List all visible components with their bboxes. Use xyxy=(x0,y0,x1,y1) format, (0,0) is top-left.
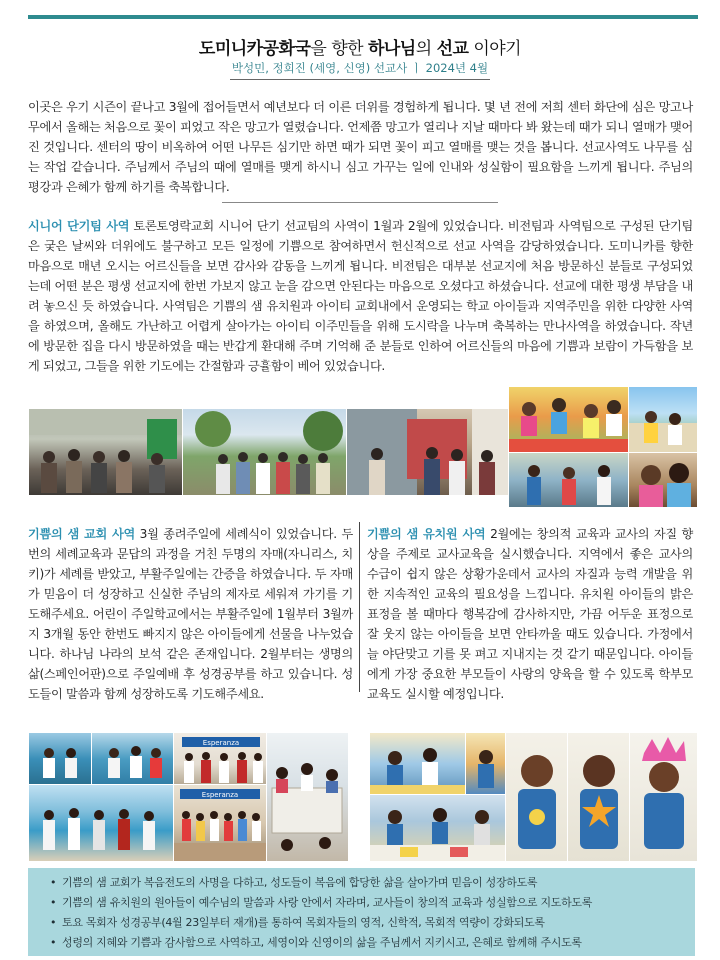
senior-team-body: 토론토영락교회 시니어 단기 선교팀의 사역이 1월과 2월에 있었습니다. 비전팀과 사역팀으로 구성된 단기팀은 궂은 날씨와 더위에도 불구하고 모든 일정에 기쁨으로 참여하면서 헌신적으로 선교 사역을 감당하였습니다. 도미니카를 향한 마음으로 매년 오시는 어르신들을 보면 감사와 감동을 느끼게 됩니다. 비전팀은 대부분 선교지에 처음 방문하신 분들로 구성되었는데 어떤 분은 평생 선교지에 한번 가보지 않고 눈을 감으면 안된다는 마음으로 오셨다고 하셨습니다. 선교에 대한 평생 부담을 내려 놓으신 듯 하였습니다. 사역팀은 기쁨의 샘 유치원과 아이티 교회내에서 운영되는 학교 아이들과 지역주민을 위한 다양한 사역을 하였으며, 올해도 가난하고 어렵게 살아가는 아이티 이주민들을 위해 도시락을 나누며 축복하는 만나사역을 하였습니다. 작년에 방문한 집을 다시 방문하였을 때는 반갑게 환대해 주며 기억해 준 분들로 인하여 어르신들의 마음에 기쁨과 보람이 가득함을 보게 되었고, 그들을 위한 기도에는 간절함과 긍휼함이 베어 있었습니다. xyxy=(28,219,693,373)
photo-house-visit-figures xyxy=(347,409,509,495)
photo-sunday-school-group xyxy=(173,784,268,862)
photo-face-painting-figures xyxy=(629,453,697,507)
photo-child-with-crown-figures xyxy=(630,733,697,861)
kindergarten-body: 2월에는 창의적 교육과 교사의 자질 향상을 주제로 교사교육을 실시했습니다. 지역에서 좋은 교사의 수급이 쉽지 않은 상황가운데서 교사의 자질과 능력 개발을 위한 지속적인 교육의 필요성을 느낍니다. 유치원 아이들의 밝은 표정을 볼 때마다 행복감에 감사하지만, 가끔 어두운 표정으로 잘 웃지 않는 아이들을 보면 안타까울 때도 있습니다. 가정에서 늘 야단맞고 기를 못 펴고 지내지는 것 같기 때문입니다. 아이들에게 가장 중요한 부모들이 사랑의 양육을 할 수 있도록 학부모 교육도 실시할 예정입니다. xyxy=(367,527,694,701)
photo-house-visit xyxy=(346,408,510,496)
column-divider xyxy=(359,522,360,692)
photo-kinder-tables xyxy=(465,732,507,796)
photo-baptism-sea-1-figures xyxy=(29,733,92,785)
photo-baptism-sea-2-figures xyxy=(92,733,174,785)
photo-kinder-classroom xyxy=(369,732,467,796)
prayer-list xyxy=(28,868,695,953)
photo-baptism-sea-2 xyxy=(91,732,175,786)
photo-kinder-tables-figures xyxy=(466,733,506,795)
photo-outdoor-group xyxy=(182,408,348,496)
photo-face-painting xyxy=(628,452,698,508)
photo-boy-with-sun-craft-figures xyxy=(506,733,568,861)
photo-classroom-activity xyxy=(508,452,630,508)
photo-child-with-crown xyxy=(629,732,698,862)
photo-baptism-shore xyxy=(28,784,175,862)
kindergarten-title: 기쁨의 샘 유치원 사역 xyxy=(367,527,486,541)
photo-kids-crafts-figures xyxy=(509,387,629,453)
page-subtitle: 박성민, 정희진 (세영, 신영) 선교사 ㅣ 2024년 4월 xyxy=(231,61,489,75)
photo-kids-crafts xyxy=(508,386,630,454)
photo-girl-with-star-craft-figures xyxy=(568,733,630,861)
kindergarten-section xyxy=(367,524,693,704)
photo-baptism-sea-1 xyxy=(28,732,93,786)
photo-church-gathering xyxy=(28,408,184,496)
senior-team-title: 시니어 단기팀 사역 xyxy=(28,219,130,233)
intro-divider xyxy=(222,202,498,203)
banner-text-1: Esperanza xyxy=(202,739,240,747)
prayer-requests-box xyxy=(28,868,695,956)
church-section xyxy=(28,524,353,704)
prayer-item: • 기쁨의 샘 유치원의 원아들이 예수님의 말씀과 사랑 안에서 자라며, 교사들이 창의적 교육과 성실함으로 지도하도록 xyxy=(50,893,695,913)
page-title: 도미니카공화국을 향한 하나님의 선교 이야기 xyxy=(198,39,522,59)
prayer-item: • 성령의 지혜와 기쁨과 감사함으로 사역하고, 세영이와 신영이의 삶을 주님께서 지키시고, 은혜로 함께해 주시도록 xyxy=(50,933,695,953)
prayer-item: • 토요 목회자 성경공부(4월 23일부터 재개)를 통하여 목회자들의 영적, 신학적, 목회적 역량이 강화되도록 xyxy=(50,913,695,933)
photo-kinder-crafts xyxy=(369,794,507,862)
prayer-item: • 기쁨의 샘 교회가 복음전도의 사명을 다하고, 성도들이 복음에 합당한 삶을 살아가며 믿음이 성장하도록 xyxy=(50,873,695,893)
photo-bible-study-figures xyxy=(267,733,348,861)
church-title: 기쁨의 샘 교회 사역 xyxy=(28,527,135,541)
intro-paragraph: 이곳은 우기 시즌이 끝나고 3월에 접어들면서 예년보다 더 이른 더위를 경험하게 됩니다. 몇 년 전에 저희 센터 화단에 심은 망고나무에서 올해는 처음으로 꽃이 피었고 작은 망고가 열렸습니다. 언제쯤 망고가 열리나 지날 때마다 봐 왔는데 때가 되니 열매가 맺어진 것입니다. 센터의 땅이 비옥하여 어떤 나무든 심기만 하면 때가 되면 꽃이 피고 열매를 맺는 것을 봅니다. 선교사역도 나무를 심는 작업 같습니다. 주님께서 주님의 때에 열매를 맺게 하시니 심고 가꾸는 일에 인내와 성실함이 필요함을 느끼게 됩니다. 주님의 평강과 은혜가 함께 하기를 축복합니다. xyxy=(28,100,693,194)
photo-kinder-crafts-figures xyxy=(370,795,506,861)
photo-easter-service xyxy=(173,732,268,786)
photo-easter-service-figures xyxy=(174,733,267,785)
photo-boy-with-sun-craft xyxy=(505,732,569,862)
photo-bible-study xyxy=(266,732,349,862)
photo-kinder-classroom-figures xyxy=(370,733,466,795)
photo-outdoor-group-figures xyxy=(183,409,347,495)
subtitle-underline xyxy=(230,79,490,80)
photo-kids-outdoor xyxy=(628,386,698,454)
church-body: 3월 종려주일에 세례식이 있었습니다. 두번의 세례교육과 문답의 과정을 거친 두명의 자매(자니리스, 치키)가 세례를 받았고, 부활주일에는 간증을 하였습니다. 두 자매가 믿음이 더 성장하고 신실한 주님의 제자로 세워져 가기를 기도해주세요. 어린이 주일학교에서는 부활주일에 1월부터 3월까지 3개월 동안 한번도 빠지지 않은 아이들에게 선물을 나누었습니다. 하나님 나라의 보석 같은 존재입니다. 2월부터는 생명의 삶(스페인어판)으로 주일예배 후 성경공부를 하고 있습니다. 성도들이 말씀과 함께 성장하도록 기도해주세요. xyxy=(28,527,353,701)
photo-baptism-shore-figures xyxy=(29,785,174,861)
photo-classroom-activity-figures xyxy=(509,453,629,507)
top-accent-bar xyxy=(28,15,698,19)
photo-sunday-school-group-figures xyxy=(174,785,267,861)
senior-team-section xyxy=(28,216,693,376)
photo-church-gathering-figures xyxy=(29,409,183,495)
photo-kids-outdoor-figures xyxy=(629,387,697,453)
banner-text-2: Esperanza xyxy=(201,791,239,799)
photo-girl-with-star-craft xyxy=(567,732,631,862)
